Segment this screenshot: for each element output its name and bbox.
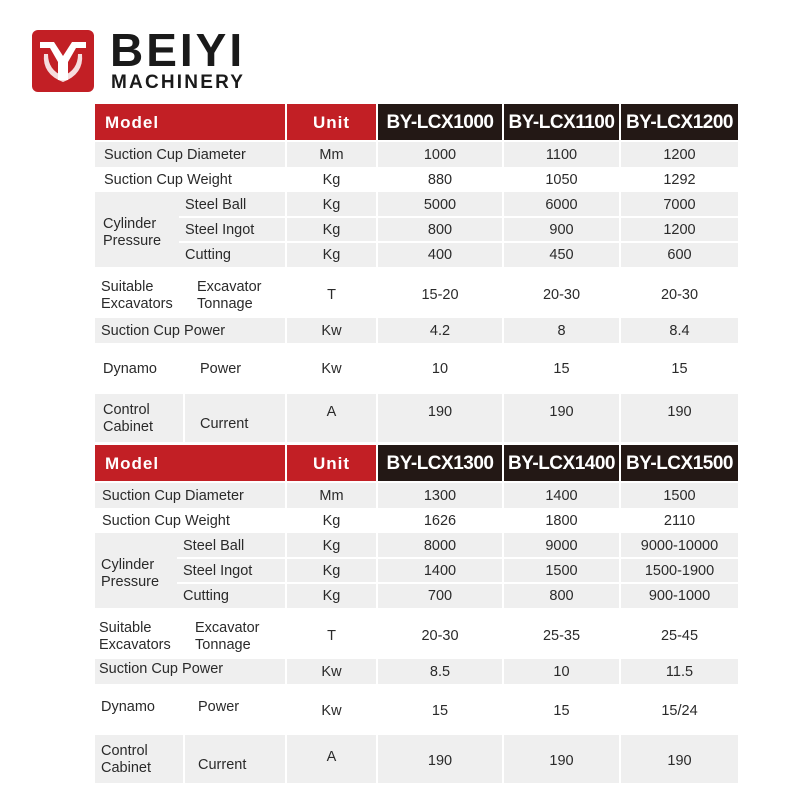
model-name-header: BY-LCX1300 — [378, 445, 502, 481]
row-unit: Kw — [321, 322, 342, 339]
table-row — [95, 533, 738, 558]
row-unit: Kg — [322, 537, 341, 554]
row-value: 190 — [667, 753, 692, 769]
row-value: 1000 — [423, 146, 457, 163]
row-value: 1400 — [423, 562, 457, 579]
row-unit: Mm — [319, 487, 344, 504]
row-value: 25-35 — [542, 628, 581, 644]
row-value: 15 — [431, 703, 449, 719]
row-unit: Kw — [321, 361, 342, 377]
table-row — [95, 613, 738, 659]
row-value: 15-20 — [421, 287, 459, 303]
row-value: 450 — [549, 246, 574, 263]
row-value: 15 — [553, 703, 570, 719]
row-value: 15 — [553, 361, 570, 377]
group-label: Cylinder Pressure — [101, 557, 160, 590]
model-name-header: BY-LCX1200 — [621, 104, 738, 140]
row-value: 7000 — [663, 196, 696, 213]
row-value: 190 — [549, 404, 574, 420]
row-value: 6000 — [545, 196, 578, 213]
row-label: Power — [198, 699, 240, 715]
row-value: 8 — [557, 322, 566, 339]
group-label: Dynamo — [103, 361, 157, 377]
unit-header: Unit — [287, 104, 376, 140]
row-value: 2110 — [663, 512, 696, 529]
group-label: Control Cabinet — [101, 743, 151, 776]
group-label: Dynamo — [101, 699, 155, 715]
table-row — [95, 583, 738, 608]
row-value: 900 — [549, 221, 574, 238]
table-row — [95, 167, 738, 192]
row-value: 20-30 — [660, 287, 699, 303]
row-label: Excavator Tonnage — [195, 620, 260, 653]
row-label: Current — [200, 416, 249, 432]
row-value: 1800 — [545, 512, 578, 529]
row-label: Steel Ball — [185, 196, 247, 213]
row-value: 15 — [671, 361, 688, 377]
row-value: 600 — [667, 246, 692, 263]
group-label: Suitable Excavators — [99, 620, 171, 653]
row-value: 1050 — [545, 171, 578, 188]
row-value: 1400 — [545, 487, 578, 504]
row-value: 400 — [427, 246, 453, 263]
model-name-header: BY-LCX1100 — [504, 104, 619, 140]
model-header: Model — [95, 104, 285, 140]
brand-name: BEIYI — [110, 24, 246, 76]
row-value: 20-30 — [421, 628, 459, 644]
row-unit: Kg — [322, 246, 341, 263]
row-value: 8.5 — [429, 663, 451, 680]
row-value: 880 — [427, 171, 453, 188]
row-value: 190 — [427, 753, 453, 769]
table-row — [95, 394, 738, 442]
row-unit: A — [326, 404, 337, 420]
row-value: 15/24 — [661, 703, 698, 719]
row-value: 5000 — [423, 196, 457, 213]
brand-tagline: MACHINERY — [111, 72, 246, 93]
row-unit: Kg — [322, 512, 341, 529]
model-header: Model — [95, 445, 285, 481]
row-value: 4.2 — [429, 322, 451, 339]
table-header-row — [95, 445, 738, 481]
row-value: 8000 — [423, 537, 457, 554]
row-label: Suction Cup Diameter — [102, 487, 244, 504]
row-unit: Kw — [321, 663, 342, 680]
row-unit: Kg — [322, 171, 341, 188]
row-label: Steel Ingot — [185, 221, 255, 238]
row-unit: T — [327, 287, 336, 303]
table-row — [95, 242, 738, 267]
row-label: Suction Cup Power — [99, 660, 224, 677]
row-label: Suction Cup Weight — [102, 512, 230, 529]
row-label: Current — [198, 757, 247, 773]
row-value: 11.5 — [665, 663, 694, 680]
row-value: 1100 — [545, 146, 578, 163]
row-value: 700 — [427, 587, 453, 604]
table-row — [95, 483, 738, 508]
row-value: 190 — [427, 404, 453, 420]
row-value: 1626 — [423, 512, 457, 529]
row-label: Suction Cup Power — [101, 322, 226, 339]
table-row — [95, 272, 738, 318]
row-unit: Mm — [319, 146, 344, 163]
group-label: Cylinder Pressure — [103, 216, 162, 249]
row-unit: T — [327, 628, 336, 644]
unit-header: Unit — [287, 445, 376, 481]
table-row — [95, 192, 738, 217]
table-row — [95, 508, 738, 533]
row-unit: Kg — [322, 196, 341, 213]
row-unit: Kw — [321, 703, 342, 719]
row-label: Steel Ball — [183, 537, 245, 554]
model-name-header: BY-LCX1500 — [621, 445, 738, 481]
group-label: Control Cabinet — [103, 402, 153, 435]
table-header-row — [95, 104, 738, 140]
model-name-header: BY-LCX1400 — [504, 445, 619, 481]
table-row — [95, 735, 738, 783]
row-unit: Kg — [322, 221, 341, 238]
table-row — [95, 689, 738, 733]
row-value: 1300 — [423, 487, 457, 504]
model-name-header: BY-LCX1000 — [378, 104, 502, 140]
row-value: 190 — [549, 753, 574, 769]
row-unit: Kg — [322, 562, 341, 579]
row-value: 1292 — [663, 171, 696, 188]
row-value: 1500 — [545, 562, 578, 579]
table-row — [95, 558, 738, 583]
row-label: Power — [200, 361, 242, 377]
brand-logo — [32, 24, 272, 94]
row-value: 20-30 — [542, 287, 581, 303]
row-label: Steel Ingot — [183, 562, 253, 579]
table-row — [95, 142, 738, 167]
row-label: Excavator Tonnage — [197, 279, 262, 312]
row-value: 800 — [427, 221, 453, 238]
beiyi-logo-icon — [32, 30, 94, 92]
row-label: Suction Cup Weight — [104, 171, 232, 188]
row-value: 10 — [431, 361, 449, 377]
row-value: 190 — [667, 404, 692, 420]
table-row — [95, 217, 738, 242]
row-label: Cutting — [185, 246, 231, 263]
row-unit: A — [326, 749, 337, 765]
group-label: Suitable Excavators — [101, 279, 173, 312]
row-value: 1500 — [663, 487, 696, 504]
row-value: 1200 — [663, 146, 696, 163]
row-unit: Kg — [322, 587, 341, 604]
row-value: 1500-1900 — [644, 562, 715, 579]
row-value: 9000-10000 — [640, 537, 719, 554]
row-value: 1200 — [663, 221, 696, 238]
row-value: 8.4 — [669, 322, 690, 339]
row-value: 10 — [553, 663, 570, 680]
table-row — [95, 318, 738, 343]
row-value: 900-1000 — [648, 587, 711, 604]
row-value: 800 — [549, 587, 574, 604]
row-value: 9000 — [545, 537, 578, 554]
table-row — [95, 659, 738, 684]
row-label: Suction Cup Diameter — [104, 146, 246, 163]
row-label: Cutting — [183, 587, 229, 604]
table-row — [95, 348, 738, 390]
row-value: 25-45 — [660, 628, 699, 644]
